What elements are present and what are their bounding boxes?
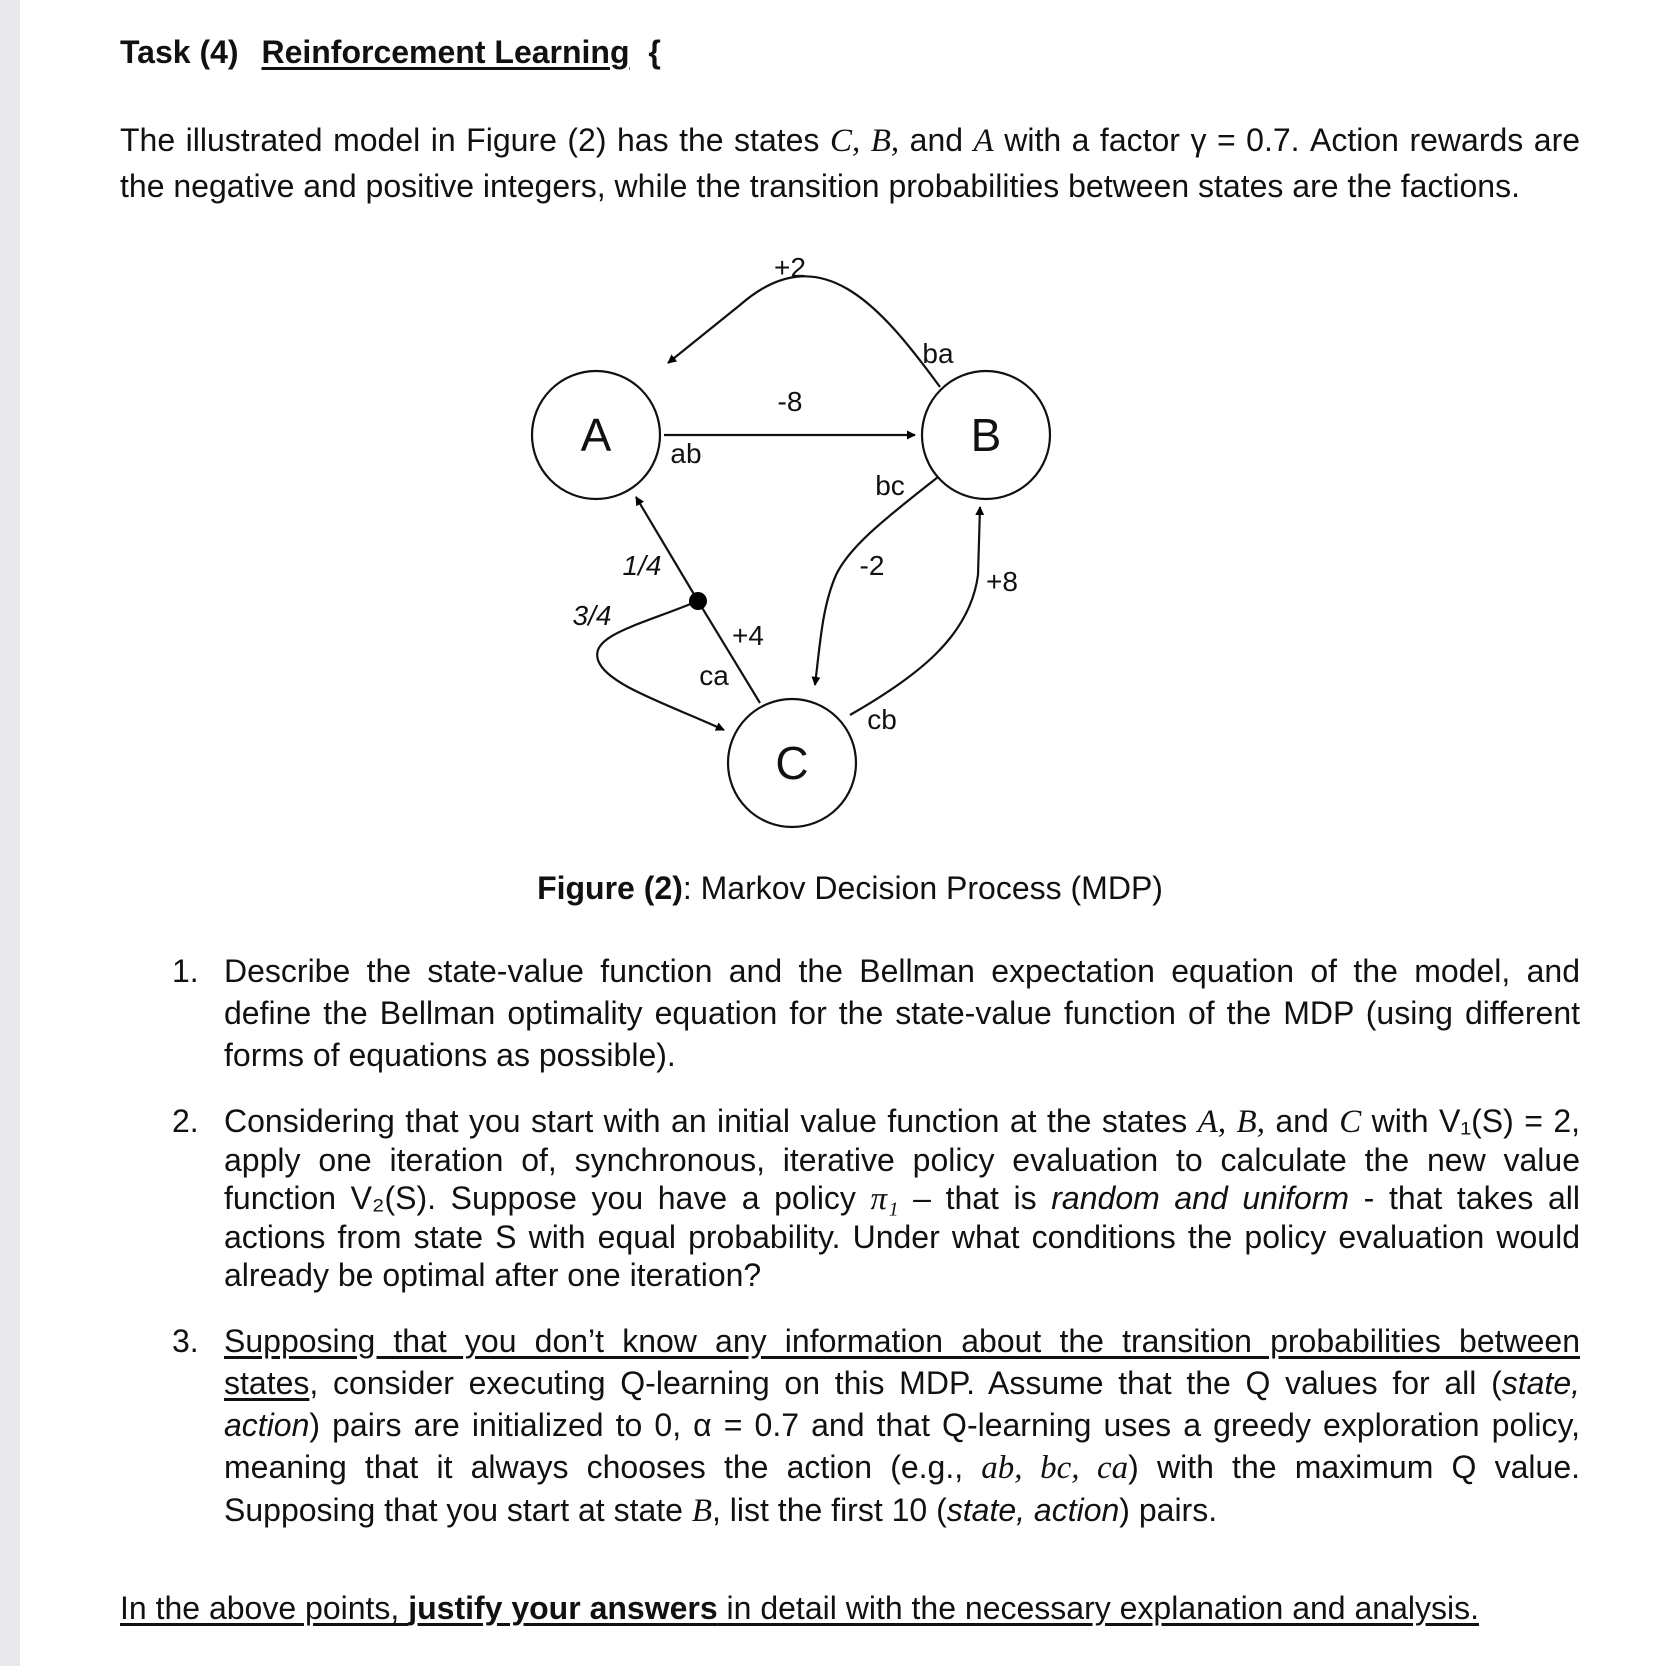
question-3-text-4: , list the first 10 (	[712, 1492, 947, 1528]
question-2-text-4: - that takes all actions from state S with equal probability. Under what conditions the policy evaluation would already be optimal after one iteration?	[224, 1180, 1581, 1293]
reward-cb: +8	[986, 566, 1018, 597]
action-ba: ba	[922, 338, 954, 369]
question-2-policy: π₁	[870, 1181, 899, 1217]
intro-text-1: The illustrated model in Figure (2) has the states	[120, 122, 830, 158]
footer-bold: justify your answers	[408, 1590, 718, 1626]
action-ca: ca	[699, 660, 729, 691]
reward-ca: +4	[732, 620, 764, 651]
question-2-state-a: A,	[1197, 1104, 1227, 1140]
question-3-state-action-2: state, action	[946, 1492, 1120, 1528]
figure-caption	[120, 870, 1580, 907]
question-3-state-b: B	[691, 1493, 713, 1529]
question-1-text: Describe the state-value function and the Bellman expectation equation of the model, and define the Bellman optimality equation for the state-value function of the MDP (using different forms of equations as possible).	[224, 953, 1580, 1073]
question-3-number: 3.	[172, 1323, 199, 1359]
question-2-text-3: – that is	[898, 1180, 1052, 1216]
edge-bc	[815, 477, 938, 685]
figure-caption-label: Figure (2)	[537, 870, 683, 906]
edge-cb	[850, 507, 980, 715]
task-trailing-glyph: {	[648, 34, 661, 70]
reward-ab: -8	[777, 386, 803, 417]
question-3-state-action: state, action	[224, 1365, 1580, 1443]
task-heading	[120, 30, 1580, 74]
question-2	[120, 1102, 1580, 1294]
intro-state-b: B,	[870, 123, 900, 159]
action-cb: cb	[867, 704, 897, 735]
action-bc: bc	[875, 470, 905, 501]
intro-state-a: A	[973, 123, 994, 159]
figure-caption-text: : Markov Decision Process (MDP)	[682, 870, 1163, 906]
state-a-label: A	[580, 409, 612, 461]
question-2-text-2: with V₁(S) = 2, apply one iteration of, synchronous, iterative policy evaluation to calculate the new value function V₂(S). Suppose you have a policy	[224, 1103, 1581, 1216]
question-3-text-1: , consider executing Q-learning on this MDP. Assume that the Q values for all (	[309, 1365, 1502, 1401]
question-2-random-uniform: random and uniform	[1051, 1180, 1350, 1216]
prob-to-c: 3/4	[572, 600, 612, 631]
task-title: Reinforcement Learning	[261, 34, 630, 70]
question-2-text-1: Considering that you start with an initial value function at the states	[224, 1103, 1198, 1139]
left-margin-bar	[0, 0, 20, 1666]
state-c-label: C	[775, 737, 809, 789]
intro-paragraph	[120, 118, 1580, 209]
footer-text-2: in detail with the necessary explanation and analysis.	[717, 1590, 1479, 1626]
question-2-state-b: B,	[1236, 1104, 1265, 1140]
question-3-text-5: ) pairs.	[1119, 1492, 1218, 1528]
state-b-label: B	[970, 409, 1002, 461]
edge-ba	[668, 276, 940, 387]
question-3-text-2: ) pairs are initialized to 0, α = 0.7 and that Q-learning uses a greedy exploration policy, meaning that it always chooses the action (e.g.,	[224, 1407, 1580, 1485]
question-3-underlined: Supposing that you don’t know any information about the transition probabilities between states	[224, 1323, 1580, 1401]
mdp-diagram	[120, 245, 1580, 845]
prob-to-a: 1/4	[622, 550, 662, 581]
intro-text-and: and	[899, 122, 974, 158]
question-2-number: 2.	[172, 1103, 199, 1139]
edge-to-a	[636, 497, 698, 601]
question-2-text-and: and	[1264, 1103, 1340, 1139]
question-1-number: 1.	[172, 953, 199, 989]
question-3-text-3: ) with the maximum Q value. Supposing that you start at state	[224, 1449, 1581, 1528]
chance-node	[689, 592, 707, 610]
document-page	[120, 30, 1581, 1626]
question-list	[120, 950, 1580, 1558]
question-3-examples: ab, bc, ca	[981, 1450, 1129, 1486]
intro-text-2: with a factor γ = 0.7. Action rewards are the negative and positive integers, while the transition probabilities between states are the factions.	[120, 122, 1581, 204]
question-3	[120, 1320, 1580, 1532]
footer-text-1: In the above points,	[120, 1590, 409, 1626]
task-number: Task (4)	[120, 34, 239, 70]
footer-instruction	[120, 1590, 1479, 1627]
question-1	[120, 950, 1580, 1076]
question-2-state-c: C	[1339, 1104, 1362, 1140]
intro-state-c: C,	[829, 123, 861, 159]
reward-ba: +2	[774, 252, 806, 283]
reward-bc: -2	[859, 550, 885, 581]
mdp-figure	[120, 245, 1580, 906]
action-ab: ab	[670, 438, 702, 469]
